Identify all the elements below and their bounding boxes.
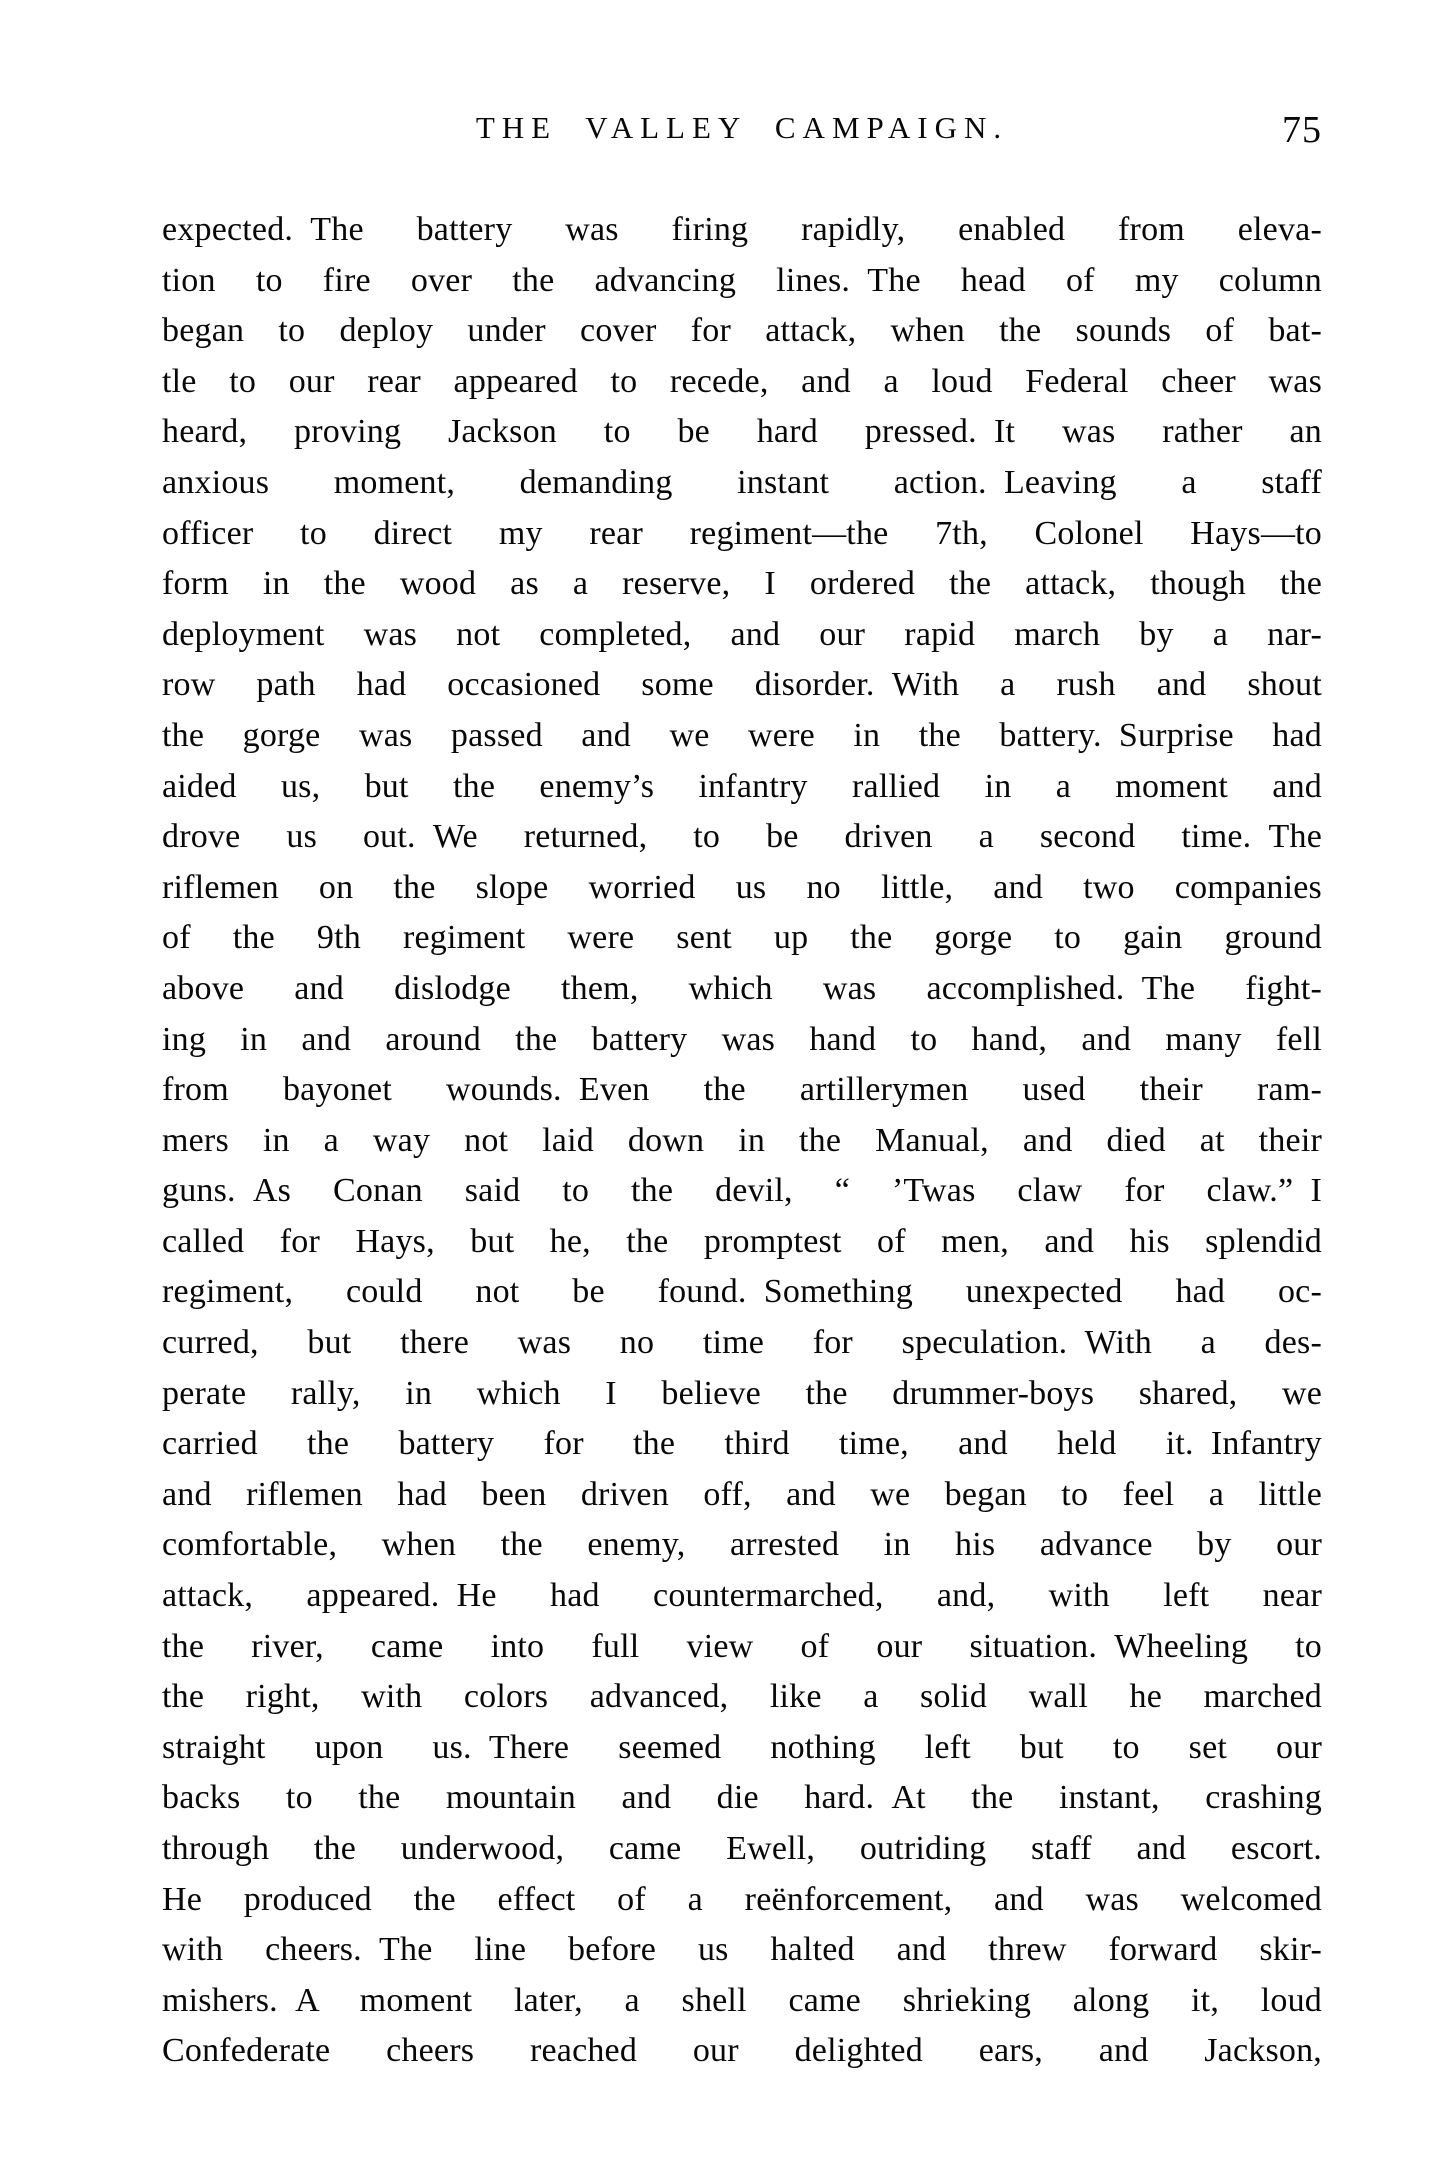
text-line: and riflemen had been driven off, and we began to feel a little (162, 1475, 1322, 1513)
text-line: straight upon us. There seemed nothing left but to set our (162, 1728, 1322, 1766)
text-line: Confederate cheers reached our delighted ears, and Jackson, (162, 2032, 1322, 2070)
text-line: heard, proving Jackson to be hard pressed. It was rather an (162, 413, 1322, 451)
page-number: 75 (1282, 109, 1322, 151)
text-line: regiment, could not be found. Something unexpected had oc- (162, 1273, 1322, 1311)
text-line: guns. As Conan said to the devil, “ ’Twas claw for claw.” I (162, 1172, 1322, 1210)
text-line: row path had occasioned some disorder. With a rush and shout (162, 666, 1322, 704)
text-line: He produced the effect of a reënforcement, and was welcomed (162, 1880, 1322, 1918)
text-line: anxious moment, demanding instant action. Leaving a staff (162, 463, 1322, 501)
text-line: attack, appeared. He had countermarched, and, with left near (162, 1577, 1322, 1615)
text-line: comfortable, when the enemy, arrested in his advance by our (162, 1526, 1322, 1564)
text-line: mers in a way not laid down in the Manual, and died at their (162, 1121, 1322, 1159)
text-line: the river, came into full view of our situation. Wheeling to (162, 1627, 1322, 1665)
text-line: mishers. A moment later, a shell came shrieking along it, loud (162, 1981, 1322, 2019)
text-line: tle to our rear appeared to recede, and a loud Federal cheer was (162, 362, 1322, 400)
text-line: perate rally, in which I believe the drummer-boys shared, we (162, 1374, 1322, 1412)
text-line: with cheers. The line before us halted and threw forward skir- (162, 1931, 1322, 1969)
text-line: began to deploy under cover for attack, when the sounds of bat- (162, 312, 1322, 350)
text-line: expected. The battery was firing rapidly, enabled from eleva- (162, 211, 1322, 248)
text-line: above and dislodge them, which was accomplished. The fight- (162, 969, 1322, 1007)
text-line: deployment was not completed, and our rapid march by a nar- (162, 615, 1322, 653)
text-line: the gorge was passed and we were in the battery. Surprise had (162, 716, 1322, 754)
text-line: the right, with colors advanced, like a solid wall he marched (162, 1678, 1322, 1716)
text-line: backs to the mountain and die hard. At the instant, crashing (162, 1779, 1322, 1817)
text-line: aided us, but the enemy’s infantry rallied in a moment and (162, 767, 1322, 805)
text-line: form in the wood as a reserve, I ordered the attack, though the (162, 565, 1322, 603)
text-line: from bayonet wounds. Even the artillerymen used their ram- (162, 1071, 1322, 1109)
text-line: ing in and around the battery was hand to hand, and many fell (162, 1020, 1322, 1058)
text-line: through the underwood, came Ewell, outriding staff and escort. (162, 1830, 1322, 1867)
text-line: officer to direct my rear regiment—the 7th, Colonel Hays—to (162, 514, 1322, 552)
text-line: drove us out. We returned, to be driven a second time. The (162, 818, 1322, 856)
text-line: of the 9th regiment were sent up the gorge to gain ground (162, 919, 1322, 957)
text-line: curred, but there was no time for speculation. With a des- (162, 1324, 1322, 1362)
running-header-title: THE VALLEY CAMPAIGN. (475, 110, 1009, 145)
text-line: carried the battery for the third time, and held it. Infantry (162, 1425, 1322, 1463)
text-line: called for Hays, but he, the promptest of men, and his splendid (162, 1222, 1322, 1260)
text-line: riflemen on the slope worried us no little, and two companies (162, 868, 1322, 906)
body-text (162, 205, 1322, 2077)
text-line: tion to fire over the advancing lines. The head of my column (162, 261, 1322, 299)
